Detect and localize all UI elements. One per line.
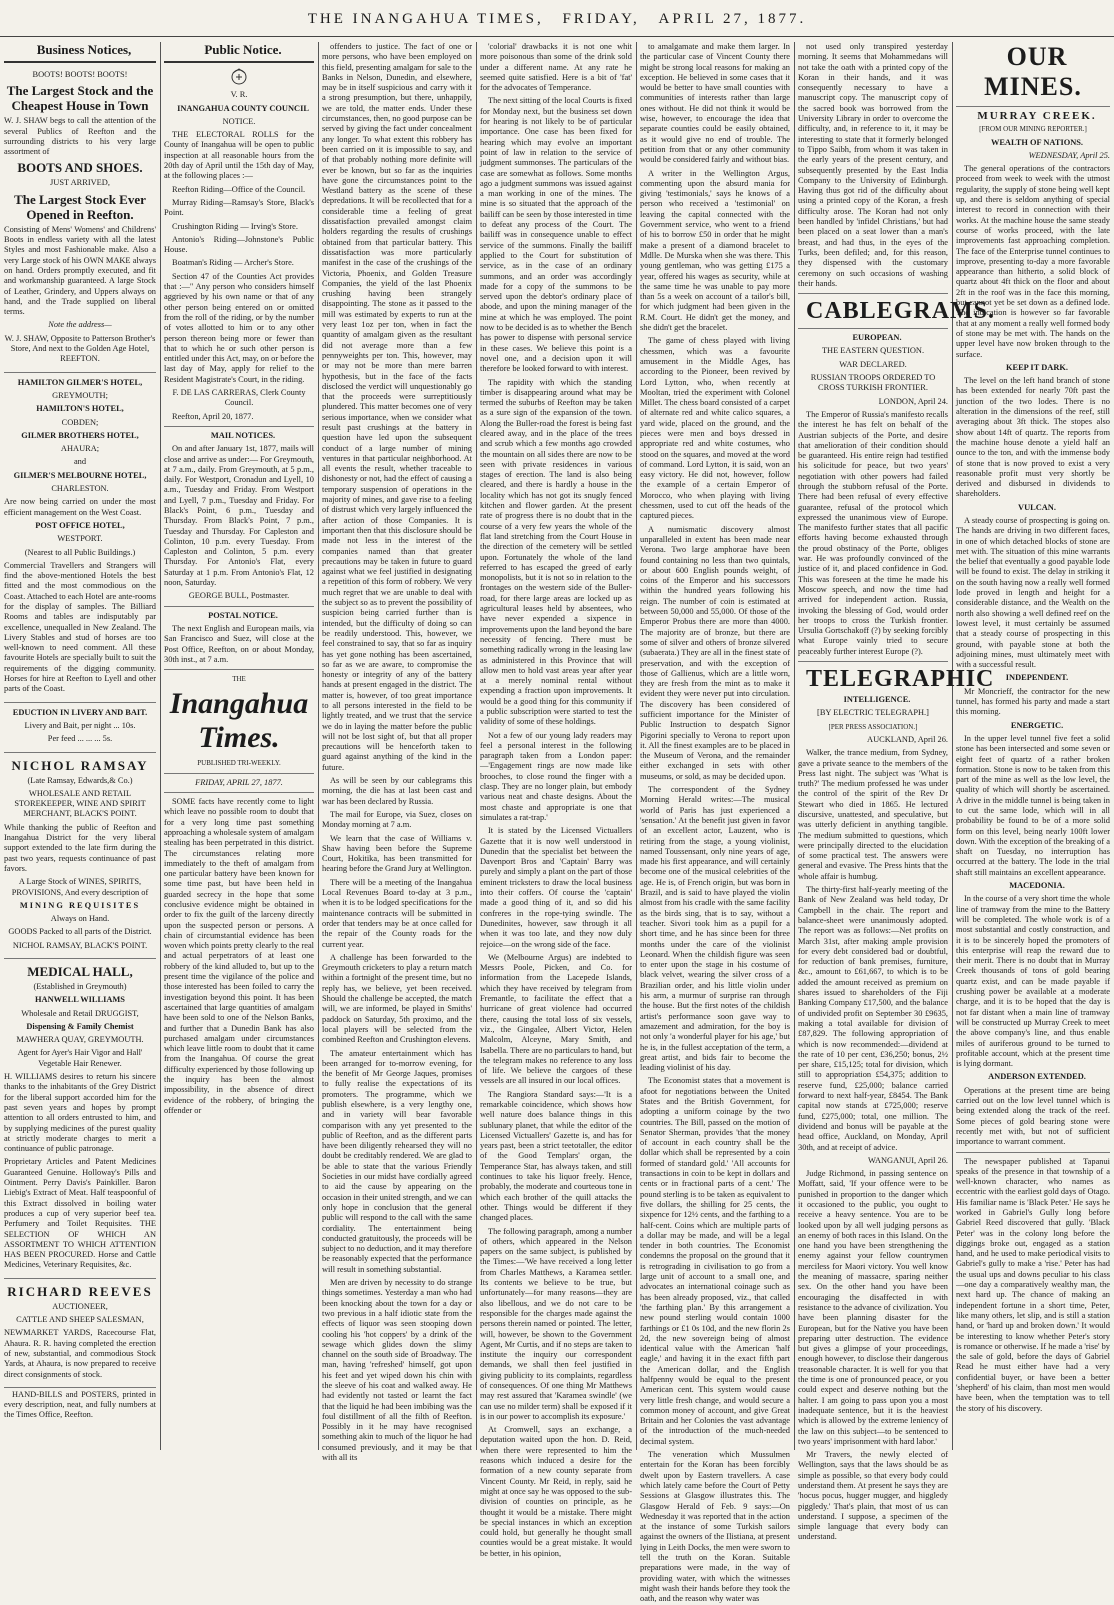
section-subheading: INTELLIGENCE. [843, 695, 911, 705]
divider [4, 61, 156, 63]
ad-line: GREYMOUTH; [52, 390, 108, 400]
news-paragraph: 'colorial' drawbacks it is not one whit more poisonous than some of the drink sold under a different name. At any rate he seemed quite satisfied. Here is a bit of 'fat' for the advocates of Temperance. [480, 42, 632, 93]
column-cablegrams [798, 42, 996, 1542]
telegram-body: Mr Travers, the newly elected of Wellington, says that the laws should be as simple as possible, so that every body could understand them. At present he says they are 'hocus pocus, hugger mugger, and higgledy piggledy.' That's plain, that most of us can understand. I suppose, a specimen of the simple language that every body can understand. [798, 1450, 948, 1542]
divider [956, 1152, 1110, 1153]
royal-crest-icon [219, 67, 259, 87]
ad-signature: W. J. SHAW, Opposite to Patterson Brother's Store, And next to the Golden Age Hotel, REEFTON. [4, 333, 156, 364]
mine-heading: WEALTH OF NATIONS. [990, 137, 1084, 147]
ad-title: The Largest Stock Ever Opened in Reefton. [14, 191, 146, 222]
ad-title: BOOTS AND SHOES. [17, 160, 143, 176]
column-divider [318, 42, 319, 1450]
section-subheading: WAR DECLARED. [839, 359, 907, 369]
ad-title: MINING REQUISITES [19, 900, 141, 910]
ad-title: EDUCTION IN LIVERY AND BAIT. [12, 707, 148, 717]
cablegrams-title: CABLEGRAMS. [806, 298, 996, 325]
ad-title: GILMER'S MELBOURNE HOTEL, [13, 470, 147, 480]
news-paragraph: The next sitting of the local Courts is fixed for Monday next, but the business set down for hearing is not likely to be of particular importance. One case has been fixed for hearing which may evolve an important point of law in relation to the service of judgment summonses. The particulars of the case are somewhat as follows. Some months ago a judgment summons was issued against a man working in one of the mines. The mine is so situated that the approach of the bailiff can be seen by those interested in time to defeat any process of the Court. The bailiff was in consequence unable to effect service of the summons. Finally the bailiff applied to the Court for substitution of service, as in the case of an ordinary summons, and an order was accordingly made for a copy of the summons to be served upon the debtor's ordinary place of abode, and upon the mining manager of the mine at which he was employed. The point now to be decided is as to whether the Bench has power to dispense with personal service in these cases. We believe this point is a novel one, and a decision upon it will therefore be looked forward to with interest. [480, 96, 632, 374]
divider [164, 669, 314, 670]
ad-line: (Late Ramsay, Edwards,& Co.) [27, 775, 133, 785]
news-paragraph: Men are driven by necessity to do strange things sometimes. Yesterday a man who had been knocking about the town for a day or two previous in a half idiotic state from the effects of liquor was seen stooping down cooling his 'hot coppers' by a drink of the sewage which glides down the slimy channel on the south side of Broadway. The man, having 'refreshed' himself, got upon his feet and yet wiped down his chin with the sleeve of his coat and walked away. He had evidently not tasted or learnt the fact that the liquid he had been imbibing was the foul distillment of all the filth of Reefton. Possibly in it he may have recognised something akin to much of the liquor he had consumed previously, and it may be that with all its [322, 1278, 472, 1463]
mail-signature: GEORGE BULL, Postmaster. [188, 591, 290, 601]
ad-title: NICHOL RAMSAY [11, 757, 149, 773]
ad-title: HANWELL WILLIAMS [35, 995, 125, 1005]
ad-line: AHAURA; [60, 444, 100, 454]
ad-body: W. J. SHAW begs to call the attention of the several Publics of Reefton and the surrounding districts to his very large assortment of [4, 116, 156, 157]
published-line: PUBLISHED TRI-WEEKLY. [197, 759, 281, 768]
telegram-date: AUCKLAND, April 26. [867, 734, 948, 744]
mine-report: Operations at the present time are being carried out on the low level tunnel which is being extended along the track of the reef. Some pieces of gold bearing stone were recently met with, but not of sufficient importance to warrant comment. [956, 1085, 1110, 1147]
ad-body: HAND-BILLS and POSTERS, printed in every description, neat, and fully numbers at the Times Office, Reefton. [4, 1389, 156, 1420]
mail-notices-body: On and after January 1st, 1877, mails will close and arrive as under:— For Greymouth, at 7 a.m., daily. From Greymouth, at 5 p.m., daily. For Westport, Cronadun and Lyell, 10 a.m., Tuesday and Friday. From Westport and Lyell, 7 p.m., Tuesday and Friday. For Black's Point, 6 p.m., Tuesday and Thursday. From Black's Point, 7 p.m., Tuesday and Thursday. For Capleston and Colinton, 10 p.m. every Tuesday. From Capleston and Colinton, 5 p.m. every Thursday. For Antonio's Flat, every Saturday at 1 p.m. From Antonio's Flat, 12 noon, Saturday. [164, 444, 315, 588]
telegram-body: The thirty-first half-yearly meeting of the Bank of New Zealand was held today, Dr Campbell in the chair. The report and balance-sheet were unanimously adopted. The report was as follows:—Net profits on March 31st, after making ample provision for every debt considered bad or doubtful, for reduction of bank premises, furniture, &c., amount to £61,667, to which is to be added the amount received as premium on shares issued to shareholders of the Fiji Banking Company £17,500, and the balance of undivided profit on September 30 £9635, making a total available for division of £87,829. The following appropriation of which is now recommended:—dividend at the rate of 10 per cent, £36,250; bonus, 2½ per share, £15,125; total for division, which still to appropriation £54,375; addition to reserve fund, £25,000; balance carried forward to next half-year, £8454. The Bank capital now stands at £725,000; reserve fund, £275,000; total, one million. The dividend and bonus will be payable at the head office, Auckland, on Monday, April 30th, and at receipt of advice. [798, 885, 948, 1152]
column-divider [476, 42, 477, 1450]
ad-body: NEWMARKET YARDS, Racecourse Flat, Ahaura. R. R. having completed the erection of new, substantial, and commodious Stock Yards, at Ahaura, is now prepared to receive direct consignments of stock. [4, 1328, 156, 1379]
masthead-day: FRIDAY, [562, 11, 640, 27]
news-paragraph: The amateur entertainment which has been arranged for to-morrow evening, for the benefit of Mr George Jaques, promises to fully realise the expectations of its promoters. The programme, which we publish elsewhere, is a very lengthy one, and in variety will bear favorable comparison with any yet presented to the public of Reefton, and as the different parts have been diligently rehearsed they will no doubt be creditably rendered. We are glad to be able to state that the various Friendly Societies in our midst have cordially agreed to aid the cause by appearing on the occasion in their united strength, and we can only hope in conclusion that the general public will respond to the call with the same cordiality. The entertainment being conducted gratuitously, the proceeds will be subject to no deduction, and it may therefore be reasonably expected that the performance will result in something substantial. [322, 1048, 472, 1274]
ad-line: Always on Hand. [50, 914, 110, 924]
mine-report: In the upper level tunnel five feet a solid stone has been intersected and some seven or eight feet of quartz of a rather broken formation. Stone is now to be taken from this part of the mine as well as the low level, the quality of which will shortly be ascertained. A drive in the middle tunnel is being taken in to cut the same lode, which will in all probability be found to be of a more solid form on this level, being nearly 100ft lower down. With the exception of the breaking of a shaft on Tuesday, no interruption has occurred at the battery. The lode in the trial shaft still maintains an excellent appearance. [956, 733, 1110, 877]
ad-title: POST OFFICE HOTEL, [35, 520, 125, 530]
cable-date: LONDON, April 24. [878, 396, 948, 406]
ad-line: BOOTS! BOOTS! BOOTS! [32, 70, 128, 79]
ad-livery [4, 705, 156, 753]
divider [164, 792, 314, 793]
ad-line: Note the address— [48, 320, 112, 330]
notice-place: Antonio's Riding—Johnstone's Public House. [164, 234, 314, 255]
news-paragraph: The newspaper published at Tapanui speaks of the presence in that township of a well-known character, who names as eccentric with the earliest gold days of Otago. His familiar name is 'Black Peter.' He says he worked in Gabriel's Gully long before Gabriel Reed discovered that gully. 'Black Peter' was in the colony long before the diggings broke out, engaged as a station hand, and he used to make periodical visits to Gabriel's gully to make a 'rise.' Peter has had the usual ups and downs peculiar to his class—one day a comparatively wealthy man, the next hard up. The chance of making an independent fortune in a short time, Peter, like many others, let slip, and is still a station hand, or 'hard up and broken down.' It would be interesting to know whether Peter's story is romance or otherwise. If he made a 'rise' by the sale of gold, before the days of Gabriel Read he must either have had a very confidential buyer, or have been a better 'shepherd' of his claim, than most men would have been, when the temptation was to tell the story of his discovery. [956, 1156, 1110, 1413]
ad-richard-reeves [4, 1281, 156, 1388]
masthead-date: APRIL 27, 1877. [658, 11, 807, 27]
ad-line: and [73, 457, 87, 467]
ad-line: Per feed ... ... ... 5s. [47, 734, 113, 744]
our-mines-title: OUR MINES. [984, 42, 1082, 101]
ad-line: CHARLESTON. [51, 484, 109, 494]
divider [798, 328, 948, 329]
news-paragraph: We learn that the case of Williams v. Shaw having been before the Supreme Court, Hokitika, has been transmitted for hearing before the Grand Jury at Wellington. [322, 833, 472, 874]
column-public-notice [164, 42, 314, 1450]
news-paragraph: The veneration which Mussulmen entertain for the Koran has been forcibly dwelt upon by Eastern travellers. A case which lately came before the Court of Petty Sessions at Glasgow illustrates this. The Glasgow Herald of Feb. 9 says:—On Wednesday it was reported that in the action at the instance of some Turkish sailors against the owners of the Ilistiana, at present lying in Leith Docks, the men were sworn to tell the truth on the Koran. Suitable preparations were made, in the way of providing water, with which the witnesses might wash their hands before they took the oath, and the reason why water was [640, 1450, 790, 1604]
mine-heading: VULCAN. [1018, 502, 1056, 512]
news-paragraph: not used only transpired yesterday morning. It seems that Mohammedans will not take the oath with a printed copy of the Koran in their hands, and it was consequently necessary to have a manuscript copy. The manuscript copy of the sacred book was borrowed from the University Library in order to overcome the difficulty, and, in reference to it, it may be interesting to state that it formerly belonged to Tippo Saibh, from whom it was taken in the early years of the present century, and subsequently presented by the East India Company to the University of Edinburgh. Having thus got rid of the difficulty about using a printed copy of the Koran, a fresh difficulty arose. The Koran had not only been handled by 'infidel Christians,' but had been placed on a seat lower than a man's breast, and had thus, in the eyes of the Turks, been defiled; and, for this reason, they dispensed with the customary ceremony on such occasions of washing their hands. [798, 42, 948, 288]
section-subheading: THE EASTERN QUESTION. [821, 346, 925, 356]
news-paragraph: The Economist states that a movement is afoot for negotiations between the United States and the British Government, for adopting a uniform coinage by the two countries. The Bill, passed on the motion of Senator Sherman, provides 'that the money of account in each country shall be the dollar which shall be represented by a coin formed of standard gold.' 'All accounts for transactions in coin to be kept in dollars and cents or in fractional parts of a cent.' The pound sterling is to be taken as equivalent to five dollars, the shilling for 25 cents, the sixpence for 12½ cents, and the farthing to a half-cent. Coins which are multiple parts of a dollar may be made, and will be a legal tender in both countries. The Economist condemns the proposal on the ground that it is retrograding in civilisation to go from a large unit of account to a small one, and advocates an international coinage such as has been already proposed, viz., that called 'the farthing plan.' By this arrangement a new pound sterling would contain 1000 farthings or £1 0s 10d, and the new florin 2s 2d, the new sovereign being of almost identical value with the American 'half eagle,' and having it in the exact fifth part the American dollar, and the English halfpenny would be equal to the present American cent. This system would cause very little fresh change, and would secure a common money of account, and give Great Britain and her Colonies the vast advantage of the introduction of the much-needed decimal system. [640, 1076, 790, 1446]
editorial-paragraph: SOME facts have recently come to light which leave no possible room to doubt that for a very long time past something approaching a wholesale system of amalgam stealing has been perpetrated in this district. The circumstances relating more immediately to the theft of amalgam from one particular battery have been known for some time past, but have been held in guarded secrecy in the hope that some conclusive evidence might be obtained in order to fix the guilt of the larceny directly upon the suspected person or persons. A chain of circumstantial evidence has been woven which points pretty clearly to the real and actual perpetrators of at least one robbery of the kind alluded to, but up to the present time the vigilance of the police and those interested has been foiled to carry the investigation beyond this point. It has been ascertained that large quantities of amalgam have been sold to one of the Nelson Banks, and further that a Dunedin Bank has also purchased amalgam under circumstances which leave little room to doubt that it came from the Inangahua. Of course the great difficulty experienced by those following up the inquiry has been the almost impossibility, in the absence of direct evidence of the robbery, of bringing the offender or [164, 797, 315, 1115]
ad-body: Proprietary Articles and Patent Medicines Guaranteed Genuine. Holloway's Pills and Ointment. Perry Davis's Painkiller. Baron Liebig's Extract of Meat. Half teaspoonful of this Extract dissolved in boiling water produces a cup of very superior beef tea. Perfumery and Toilet Requisites. THE SELECTION OF WHICH AN ASSORTMENT TO WHICH ATTENTION HAS BEEN PROCURED. Horse and Cattle Medicines, Veterinary Requisites, &c. [4, 1157, 156, 1270]
ad-line: Agent for Ayer's Hair Vigor and Hall' Vegetable Hair Renewer. [17, 1048, 143, 1068]
divider [798, 661, 948, 662]
mine-report: Mr Moncrieff, the contractor for the new tunnel, has formed his party and made a start this morning. [956, 686, 1110, 717]
mine-report: The level on the left hand branch of stone has been extended for nearly 70ft past the junction of the two lodes. There is no alteration in the dimensions of the reef, still averaging about 3ft thick. The stopes also show about 14ft of quartz. The reports from the machine house denote a yield half an ounce to the ton, and with the immense body of stone that is now proved to exist a very reasonable profit must very shortly be derived and disbursed in dividends to shareholders. [956, 376, 1110, 499]
notice-date: Reefton, April 20, 1877. [172, 411, 254, 421]
news-paragraph: The correspondent of the Sydney Morning Herald writes:—The musical world of Paris has just experienced a 'sensation.' At the benefit just given in favor of an excellent actor, Lauzent, who is retiring from the stage, a young violinist, named Toussensant, only nine years of age, made his first appearance, and will certainly become one of the musical celebrities of the age. He is, of French origin, but was born in Brazil, and is said to have played the violin almost from his cradle with the same facility as the birds sing, that is to say, without a teacher. Sivori took him as a pupil for a short time, and he has since been for three months under the care of the violinist Leonard. When the childish figure was seen to enter upon the stage in his costume of black velvet, wearing the silver cross of a Brazilian order, and his little violin under his arm, a murmur of surprise ran through the house. But the first notes of the childish artist's performance soon gave way to amazement and admiration, for the boy is not only 'a wonderful player for his age,' but he is, in the fullest acceptation of the term, a great artist, and bids fair to become the leading violinist of his day. [640, 785, 790, 1073]
notice-place: Murray Riding—Ramsay's Store, Black's Point. [164, 197, 314, 218]
column-divider [160, 42, 161, 1450]
ad-body: Commercial Travellers and Strangers will find the above-mentioned Hotels the best fitted and the most commodious on the Coast. Attached to each Hotel are ante-rooms for the display of samples. The Billiard Rooms and tables are indisputably par excellence, unequalled in New Zealand. The Livery Stables and stud of horses are too well-known to need comment. All these favourite Hotels are specially built to suit the requirements of the digging community. Horses for hire at Reefton to Lyell and other parts of the Coast. [4, 560, 156, 694]
ad-body: H. WILLIAMS desires to return his sincere thanks to the inhabitants of the Grey District for the liberal support accorded him for the past seven years and hopes by prompt attention to all orders entrusted to him, and by supplying medicines of the purest quality at strictly moderate charges to merit a continuance of public patronage. [4, 1072, 156, 1154]
column-divider [636, 42, 637, 1450]
notice-place: Boatman's Riding — Archer's Store. [172, 258, 294, 268]
ad-line: Wholesale and Retail DRUGGIST, [21, 1008, 139, 1018]
ad-line: AUCTIONEER, [52, 1301, 108, 1311]
postal-notice-title: POSTAL NOTICE. [208, 610, 278, 620]
dateline: FRIDAY, APRIL 27, 1877. [195, 777, 283, 787]
notice-body: THE ELECTORAL ROLLS for the County of Inangahua will be open to public inspection at all reasonable hours from the 20th day of April until the 15th day of May, at the following places :— [164, 130, 314, 181]
ad-title: Dispensing & Family Chemist [26, 1021, 134, 1031]
section-subheading: [FROM OUR MINING REPORTER.] [979, 125, 1087, 134]
mine-date: WEDNESDAY, April 25. [1028, 150, 1110, 160]
mine-heading: INDEPENDENT. [1005, 673, 1069, 683]
ad-line: WESTPORT. [57, 534, 103, 544]
mail-notices-title: MAIL NOTICES. [210, 430, 276, 440]
ad-line: WHOLESALE AND RETAIL STOREKEEPER, WINE AND SPIRIT MERCHANT, BLACK'S POINT. [14, 788, 146, 819]
mine-report: The general operations of the contractors proceed from week to week with the utmost regularity, the supply of stone being well kept up, and there is seldom anything of special interest to record in connection with their works. At the machine house the same steady course of works proceed, with the late improvements fast approaching completion. The face of the Enterprise tunnel continues to improve, presenting to-day a more favorable appearance than hitherto, a solid block of quartz about 4ft thick on the floor and about 2ft in the roof was in the face this morning, but cannot yet be set down as a defined lode. The indication is however so far favorable that at any moment a really well formed body of stone may be met with. The hands on the upper level have now broken through to the surface. [956, 164, 1110, 359]
ad-title: GILMER BROTHERS HOTEL, [21, 430, 139, 440]
mine-report: In the course of a very short time the whole line of tramway from the mine to the Battery will be completed. The whole work is of a most substantial and costly construction, and it is to be sincerely hoped the promoters of this enterprise will reap the reward due to their merit. There is no doubt that in Murray Creek thousands of tons of gold bearing quartz exist, and can be made payable if crushing power be available at a moderate charge, and it is to be hoped that the day is not far distant when a main line of tramway will be constructed up Murray Creek to meet the above company's line, and thus enable miles of auriferous ground to be turned to profitable account, which at the present time is lying dormant. [956, 894, 1110, 1069]
ad-nichol-ramsay [4, 755, 156, 959]
news-paragraph: A challenge has been forwarded to the Greymouth cricketers to play a return match within a fortnight of the present time, but no reply has, we believe, yet been received. Should the challenge be accepted, the match will, we are informed, be played in Smiths' paddock on Saturday, 5th proximo, and the local players will be selected from the combined Reefton and Crushington elevens. [322, 952, 472, 1045]
column-editorial [322, 42, 472, 1463]
section-subheading: EUROPEAN. [852, 333, 902, 343]
news-paragraph: It is stated by the Licensed Victuallers Gazette that it is now well understood in Dunedin that the specialist bet between the Davenport Bros and 'Captain' Barry was purely and simply a plant on the part of those eminent tricksters to draw the local business into their coffers. Of course the 'captain' made a good thing of it, and so did his confreres in the rope-tying swindle. The Dunedinites, however, saw through it all when it was too late, and they now duly rejoice—on the wrong side of the face. [480, 826, 632, 949]
news-paragraph: As will be seen by our cablegrams this morning, the die has at last been cast and war has been declared by Russia. [322, 776, 472, 806]
section-header: Business Notices, [36, 42, 132, 57]
telegram-date: WANGANUI, April 26. [867, 1155, 948, 1165]
divider [164, 773, 314, 774]
ad-title: RICHARD REEVES [7, 1283, 153, 1299]
ad-line: COBDEN; [61, 417, 99, 427]
section-subheading: [PER PRESS ASSOCIATION.] [828, 722, 918, 731]
ad-line: MAWHERA QUAY, GREYMOUTH. [16, 1035, 144, 1045]
column-our-mines [956, 42, 1110, 1450]
ad-body: Consisting of Mens' Womens' and Childrens' Boots in endless variety with all the latest Styles and most Fashionable make. Also a very Large stock of his OWN MAKE always on hand. Orders promptly executed, and fit and workmanship guaranteed. A large Stock of Leather, Grindery, and Uppers always on hand, and the Trade supplied on liberal terms. [4, 224, 156, 317]
ad-line: CATTLE AND SHEEP SALESMAN, [16, 1315, 144, 1325]
ad-body: Are now being carried on under the most efficient management on the West Coast. [4, 497, 156, 517]
mine-heading: MACEDONIA. [1009, 881, 1065, 891]
news-paragraph: to amalgamate and make them larger. In the particular case of Vincent County there might be strong local reasons for making an exception. He believed in some cases that it would be better to have small counties with communities of interests rather than large ones without. He did not think it would be wise, however, to encourage the idea that separate counties could be easily obtained, as it would give no end of trouble. The petition from that or any other community would be considered fairly and without bias. [640, 42, 790, 165]
divider [164, 61, 314, 63]
section-header: Public Notice. [204, 42, 282, 57]
news-paragraph: The following paragraph, among a number of others, which appeared in the Nelson papers on the same subject, is published by the Times:—'We have received a long letter from Charles Matthews, a Karamea settler. Its contents we believe to be true, but unfortunately—for many reasons—they are also libellous, and we do not care to be responsible for the charges made against the persons therein named or pointed. The letter, will, however, be shown to the Government Agent, Mr Curtis, and if no steps are taken to institute the inquiry our correspondent demands, we shall then feel justified in giving publicity to its complaints, regardless of consequences. Of one thing Mr Matthews may rest assured that 'Karamea swindle' (we can use no milder term) shall be exposed if it is in our power to accomplish its exposure.' [480, 1226, 632, 1421]
news-paragraph: A numismatic discovery almost unparalleled in extent has been made near Verona. Two large amphorae have been found containing no less than two quintals, or about 600 English pounds weight, of coins of the Emperor and his successors within the hundred years following his reign. The number of coin is estimated at between 50,000 and 55,000. Of those of the Emperor Probus there are more than 4000. The majority are of bronze, but there are some of silver and others of bronze silvered (subaerata.) They are all in the finest state of preservation, and with the exception of those of Gallienus, which are a little worn, they are fresh from the mint as to make it evident they were never put into circulation. The discovery has been considered of sufficient importance for the Minister of Public Instruction to despatch Signor Pigorini specially to Verona to report upon it. All the finest examples are to be placed in the Museum of Verona, and the remainder either exchanged in sets with other museums, or sold, as may be decided upon. [640, 524, 790, 781]
cable-body: The Emperor of Russia's manifesto recalls the interest he has felt on behalf of the Austrian subjects of the Porte, and desire that amelioration of their condition should be guaranteed. His entire reign had testified his solicitude for peace, but two years' negotiation with other powers had failed through the stubborn refusal of the Porte. There had been refusal of every effective guarantee, refusal of the protocol which expressed the unanimous view of Europe. The manifesto further states that all pacific efforts having become exhausted through the proud obstinacy of the Porte, obliges war. He was profoundly convinced of the justice of it, and placed confidence in God. This was foreseen at the time he made his Moscow speech, and now the time had arrived for independent action. Russia, invoking the blessing of God, would order her troops to cross the Turkish frontier. Ursulia Gortschakoff (?) by seeking forcibly what Europe vainly tried to secure peaceably further interest Europe (?). [798, 409, 948, 656]
column-business-notices [4, 42, 156, 1450]
notice-signature: F. DE LAS CARRERAS, Clerk County Council. [172, 388, 306, 408]
masthead-title: THE INANGAHUA TIMES, [307, 11, 544, 27]
ad-title: HAMILTON GILMER'S HOTEL, [17, 377, 143, 387]
telegram-body: Walker, the trance medium, from Sydney, gave a private seance to the members of the Press last night. The subject was 'What is truth?' The medium professed he was under the control of the spirit of the Rev Dr Stewart who died in 1865. He lectured discursive, unattested, and speculative, but was utterly deficient in anything tangible. The medium submitted to questions, which were principally directed to the elucidation of some practical test. The answers were general and evasive. The Press hints that the whole affair is humbug. [798, 748, 948, 881]
headline: RUSSIAN TROOPS ORDERED TO CROSS TURKISH FRONTIER. [810, 373, 936, 393]
notice-body: Section 47 of the Counties Act provides that :—" Any person who considers himself aggrieved by his own name or that of any other person being entered on or omitted from the roll of the riding, or by the number of votes allotted to him or to any other person thereon being more or fewer than that to which he or such other person is entitled under this Act, may, on or before the last day of May, apply for relief to the Resident Magistrate's Court, in the riding. [164, 271, 314, 384]
divider [956, 106, 1110, 107]
masthead-rule [0, 36, 1114, 37]
news-paragraph: Not a few of our young lady readers may feel a personal interest in the following paragraph taken from a London paper:—'Engagement rings are now made like brooches, to close round the finger with a clasp. They are no longer plain, but embody various neat and chaste designs. About the most chaste and appropriate is one that simulates a rat-trap.' [480, 730, 632, 822]
ad-title: MEDICAL HALL, [27, 964, 133, 979]
section-subheading: MURRAY CREEK. [977, 110, 1097, 122]
ad-medical-hall [4, 961, 156, 1279]
divider [164, 426, 314, 427]
news-paragraph: A writer in the Wellington Argus, commenting upon the absurd mania for giving 'testimonials,' says he knows of a person who received a 'testimonial' on leaving the capital connected with the Government service, who went to a friend of his to borrow £50 in order that he might make a present of a diamond bracelet to Mdlle. De Murska when she was there. This young gentleman, who was getting £175 a year, offered his wages as security, while at the same time he was unable to pay more than 5s a week on account of a tailor's bill, for which judgment had been given in the R.M. Court. He didn't get the money, and she didn't get the bracelet. [640, 168, 790, 333]
ad-title: HAMILTON'S HOTEL, [36, 404, 124, 414]
news-paragraph: The game of chess played with living chessmen, which was a favourite amusement in the Middle Ages, has according to the Pioneer, been revived by Lord Lytton, who, when recently at Mooltan, tried the experiment with Colonel Millet. The chess board consisted of a carpet of alternate red and white calico squares, a yard wide, placed on the ground, and the pieces were men and boys dressed in appropriate red and white costumes, who stood on the squares, and moved at the word of command. Lord Lytton, it is said, won an easy victory. He did not, however, follow the example of a certain Emperor of Morocco, who when playing with living chessmen, used to cut off the heads of the captured pieces. [640, 336, 790, 521]
news-paragraph: The mail for Europe, via Suez, closes on Monday morning at 7 a.m. [322, 809, 472, 830]
masthead [0, 4, 1114, 34]
mine-heading: ANDERSON EXTENDED. [988, 1072, 1086, 1082]
news-paragraph: There will be a meeting of the Inangahua Local Revenues Board to-day at 3 p.m., when it is to be lodged specifications for the maintenance contracts will be submitted in order that tenders may be at once called for the repair of the County roads for the current year. [322, 877, 472, 949]
ad-title: The Largest Stock and the Cheapest House in Town [6, 83, 154, 114]
mine-heading: ENERGETIC. [1010, 720, 1064, 730]
notice-heading: NOTICE. [222, 116, 256, 126]
notice-place: Crushington Riding — Irving's Store. [172, 221, 298, 231]
column-local-news [480, 42, 632, 1558]
column-general-news [640, 42, 790, 1604]
divider [798, 293, 948, 294]
news-paragraph: The rapidity with which the standing timber is disappearing around what may be termed the suburbs of Reefton may be taken as a sure sign of the expansion of the town. Along the Buller-road the forest is being fast cleared away, and in the place of the trees and scrub which a few months ago crowded the mountain on all sides there are now to be seen with private residences in various stages of erection. The land is also being cleared, and there is hardly a house in the locality which has not got its snugly fenced kitchen and flower garden. At the present rate of progress there is no doubt that in the course of a very few years the whole of the flat land stretching from the Court House in the direction of the cemetery will be settled upon. Fortunately the whole of the land referred to has escaped the greed of early monopolists, but it is not so in relation to the frontages on the western side of the Buller-road, for there large areas are locked up as agricultural leases held by absentees, who have never expended a sixpence in improvements upon the land beyond the bare necessity of fencing. There must be something radically wrong in the leasing law as administered in this Province that will allow men to hold vast areas year after year at a merely nominal rental without expending a fraction upon improvements. It would be a good thing for this community if a public subscription were started to test the validity of some of these holdings. [480, 377, 632, 727]
mine-heading: KEEP IT DARK. [1006, 362, 1068, 372]
divider [164, 606, 314, 607]
telegram-body: Judge Richmond, in passing sentence on Moffatt, said, 'If your offence were to be punished in proportion to the danger which it occasioned to the public, you ought to receive a heavy sentence. You are to be looked upon by all well judging persons as an enemy of both races in this Island. On the one hand you have been strengthening the enemy against your fellow countrymen merciless for Maori victory. You well know the meaning of massacre, sparing neither sex. On the other hand you have been encouraging the disaffected in with resistance to the advance of civilization. You have been planning disaster for the European, but for the Native you have been preparing utter destruction. The evidence but gives a glimpse of your proceedings, enough however, to disclose their dangerous treasonable character. It is well for you that the time is one of pronounced peace, or you could expect and deserve nothing but the halter. I am going to pass upon you a most inadequate sentence, but it is the heaviest which is allowed by the extreme leniency of the law on this subject—to be sentenced to two years' imprisonment with hard labor.' [798, 1169, 948, 1446]
crest [164, 67, 314, 90]
ad-line: (Nearest to all Public Buildings.) [24, 547, 136, 557]
mine-report: A steady course of prospecting is going on. The hands are driving in two different faces, in one of which detached blocks of stone are met with. The situation of this mine warrants the belief that eventually a good payable lode will be found to exist. The delay in striking it on the south having now a really well formed lode proved in length and height for a considerable distance, and the Wealth on the north also showing a well defined reef on the lowest level, it must certainly be assumed that a steady course of prospecting in this ground, with payable stone at both the adjoining mines, must ultimately meet with with a successful result. [956, 515, 1110, 670]
ad-body: While thanking the public of Reefton and Inangahua District for the very liberal support extended to the late firm during the past two years, requests continuance of past favors. [4, 822, 156, 873]
telegraphic-title: TELEGRAPHIC [806, 666, 995, 693]
news-paragraph: At Cromwell, says an exchange, a deputation waited upon the hon. D. Reid, when there were represented to him the reasons which induced a desire for the formation of a new county separate from Vincent County. Mr Reid, in reply, said he might at once say he was opposed to the sub-division of counties on principle, as he thought it would be a mistake. There might be special instances in which an exception could hold, but generally he thought small counties would be a great mistake. It would be better, in his opinion, [480, 1425, 632, 1558]
ad-gilmer-hotels [4, 375, 156, 703]
ad-line: GOODS Packed to all parts of the District. [8, 927, 152, 937]
ad-line: A Large Stock of WINES, SPIRITS, PROVISIONS, And every description of [11, 877, 149, 897]
column-divider [952, 42, 953, 1450]
news-paragraph: The Rangiora Standard says:—'It is a remarkable coincidence, which shows how well nature does balance things in this sublunary planet, that while the editor of the Licensed Victuallers' Gazette is, and has for years past, been a strict teetotaller, the editor of the Good Templars' organ, the Temperance Star, has always taken, and still continues to take his liquor freely. Hence, probably, the moderate and courteous tone in which each brother of the quill attacks the other. Things would be different if they changed places. [480, 1089, 632, 1223]
ad-signature: NICHOL RAMSAY, BLACK'S POINT. [12, 940, 148, 950]
postal-notice-body: The next English and European mails, via San Francisco and Suez, will close at the Post Office, Reefton, on or about Monday, 30th inst., at 7 a.m. [164, 623, 314, 664]
nameplate: Inangahua Times. [169, 687, 309, 755]
notice-place: Reefton Riding—Office of the Council. [172, 184, 306, 194]
ad-line: JUST ARRIVED, [50, 178, 110, 188]
ad-line: Livery and Bait, per night ... 10s. [24, 720, 136, 730]
nameplate-the: THE [232, 675, 246, 684]
section-subheading: [BY ELECTRIC TELEGRAPH.] [817, 708, 929, 718]
ad-shaw-boots [4, 67, 156, 373]
notice-council: INANGAHUA COUNTY COUNCIL [177, 103, 309, 113]
ad-line: (Established in Greymouth) [33, 982, 127, 991]
column-divider [794, 42, 795, 1450]
editorial-paragraph: offenders to justice. The fact of one or more persons, who have been employed on this field, presenting amalgam for sale to the Banks in Nelson, Dunedin, and elsewhere, may be in itself suspicious and carry with it a strong presumption, but there, unhappily, we are told, the matter ends. Under these circumstances, then, no good purpose can be served by giving the fact under concealment any longer. To what extent this robbery has been carried on it is impossible to say, and of that probably nothing more definite will ever be known, but so far as the inquiries have gone the circumstances point to the Westland battery as the scene of these depredations. It will be recollected that for a considerable time a feeling of great dissatisfaction prevailed amongst claim holders regarding the results of crushings obtained from that particular battery. This dissatisfaction was more particularly manifest in the case of the crushings of the Victoria, Phoenix, and Golden Treasure Companies, the yield of the last Phoenix crushing having been strangely disappointing. The stone as it passed to the mill was estimated by experts to run at the very least 1oz per ton, when in fact the quantity of amalgam given as the resultant did not average more than a few pennyweights per ton. This, however, may or may not be more than mere barren hypothesis, but in the face of the facts disclosed the verdict will unquestionably go that the proceeds were surreptitiously plundered. This matter becomes one of very serious importance, when we consider what result past crushings at the battery in question have led upon the subsequent conduct of a large number of mining ventures in that particular neighborhood. At all events the result, whether traceable to dishonesty or not, had the effect of causing a temporary suspension of operations in the majority of mines, and gave rise to a feeling of distrust which very largely influenced the after action of those Companies. It is important then that this disclosure should be made not less in the interest of the companies named than that greater precautions may be taken in future to guard against what we feel justified in designating a repetition of this form of robbery. We very much regret that we are unable to deal with the subject so as to prevent the possibility of suspicion being carried further than is intended, but the difficulty of doing so can be readily understood. This, however, we feel constrained to say, that so far as inquiry has yet gone nothing has been ascertained, so far as we are aware, to compromise the honesty or integrity of any of the battery hands at present engaged in the district. The matter is, however, of too great importance to all persons interested in the field to be lightly treated, and we trust that the service we do in laying the matter before the public will not be lost sight of, but that all proper precautions will be henceforth taken to guard against anything of the kind in the future. [322, 42, 472, 772]
crest-letters: V. R. [230, 90, 248, 100]
news-paragraph: We (Melbourne Argus) are indebted to Messrs Poole, Picken, and Co. for information from the Lacepede Islands, which they have received by telegram from Fremantle, to facilitate the effect that a hurricane of great violence had occurred there, causing the total loss of six vessels, viz., the Gingalee, Albert Victor, Helen Malcolm, Alceyne, Mary Smith, and Isabella. There are no particulars to hand, but the telegram makes no reference to any loss of life. We believe the cargoes of these vessels are all insured in our local offices. [480, 952, 632, 1086]
